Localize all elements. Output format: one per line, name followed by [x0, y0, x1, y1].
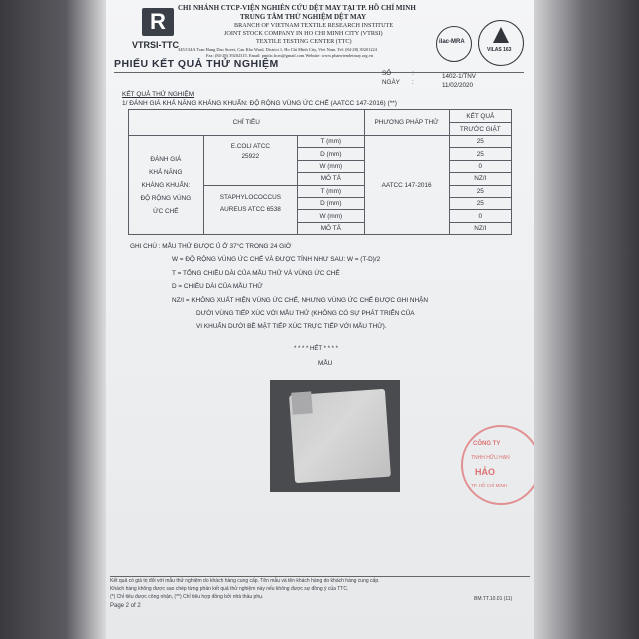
col-result-sub: TRƯỚC GIẶT — [449, 123, 511, 136]
section-label: KẾT QUẢ THỬ NGHIỆM — [122, 91, 195, 98]
bacteria-strain: AUREUS ATCC 6538 — [219, 205, 281, 213]
bacteria-name: E.COLI ATCC — [230, 143, 271, 150]
col-chitieu: CHỈ TIÊU — [129, 110, 365, 136]
group-label-line: ỨC CHẾ — [153, 207, 179, 215]
value-cell: 25 — [449, 185, 511, 197]
value-cell: 25 — [449, 197, 511, 209]
note-line: VI KHUẨN DƯỚI BỀ MẶT TIẾP XÚC TRỰC TIẾP VỚI MẪU THỬ). — [196, 323, 387, 330]
footer-divider — [110, 576, 530, 577]
colon: : — [412, 79, 414, 86]
page-number: Page 2 of 2 — [110, 603, 141, 609]
stamp-mid: TNHH HỮU HẠN — [471, 455, 510, 461]
logo-letter: R — [150, 9, 166, 34]
sample-label: MẪU — [318, 360, 333, 367]
note-line: NZ/I = KHÔNG XUẤT HIỆN VÙNG ỨC CHẾ, NHƯNG VÙNG ỨC CHẾ ĐƯỢC GHI NHẬN — [172, 297, 429, 304]
header-line4: JOINT STOCK COMPANY IN HO CHI MINH CITY (VTRSI) — [224, 30, 383, 37]
end-marker: * * * * HẾT * * * * — [294, 346, 338, 352]
test-title: 1/ ĐÁNH GIÁ KHẢ NĂNG KHÁNG KHUẨN: ĐỘ RỘNG VÙNG ỨC CHẾ (AATCC 147-2016) (**) — [122, 100, 397, 107]
header-line2: TRUNG TÂM THỬ NGHIỆM DỆT MAY — [240, 13, 367, 21]
param-cell: W (mm) — [298, 210, 365, 222]
group-label-cell — [129, 136, 204, 235]
header-line6: 345/134A Tran Hung Dao Street, Cau Kho Ward, District 1, Ho Chi Minh City, Viet Nam. Tel: (84-28) 39201224 — [178, 47, 377, 52]
note-line: GHI CHÚ : MẪU THỬ ĐƯỢC Ủ Ở 37°C TRONG 24 GIỜ — [130, 243, 292, 250]
footer-line: Khách hàng không được sao chép từng phần kết quả thử nghiệm này nếu không được sự đồng ý của TTC. — [110, 586, 349, 592]
company-stamp — [461, 425, 534, 505]
vilas-text: VILAS 163 — [487, 47, 512, 53]
vtrsi-logo — [142, 8, 174, 36]
ilac-mra-seal — [436, 26, 472, 62]
results-table — [128, 109, 512, 235]
value-cell: NZ/I — [449, 222, 511, 234]
colon: : — [412, 70, 414, 77]
param-cell: MÔ TẢ — [298, 222, 365, 234]
group-label-line: KHẢ NĂNG — [149, 168, 183, 176]
header-line1: CHI NHÁNH CTCP-VIỆN NGHIÊN CỨU DỆT MAY TẠI TP. HỒ CHÍ MINH — [178, 4, 416, 12]
group-label-line: KHÁNG KHUẨN: — [141, 181, 191, 189]
background-right — [527, 0, 639, 639]
report-date-value: 11/02/2020 — [442, 82, 474, 89]
note-line: W = ĐỘ RỘNG VÙNG ỨC CHẾ VÀ ĐƯỢC TÍNH NHƯ SAU: W = (T-D)/2 — [172, 256, 381, 263]
background-left — [0, 0, 110, 639]
group-label-line: ĐÁNH GIÁ — [150, 155, 182, 163]
param-cell: T (mm) — [298, 185, 365, 197]
header-line3: BRANCH OF VIETNAM TEXTILE RESEARCH INSTITUTE — [234, 22, 394, 29]
value-cell: 0 — [449, 160, 511, 172]
footer-line: (*) Chỉ tiêu được công nhận, (**) Chỉ tiêu hợp đồng bởi nhà thầu phụ. — [110, 594, 264, 600]
bacteria-staph-cell — [203, 185, 297, 235]
col-result: KẾT QUẢ — [449, 110, 511, 123]
value-cell: 0 — [449, 210, 511, 222]
stamp-name: HẢO — [475, 467, 495, 477]
stamp-top: CÔNG TY — [473, 441, 501, 447]
bacteria-name: STAPHYLOCOCCUS — [219, 193, 282, 201]
test-report-paper — [106, 0, 534, 639]
note-line: D = CHIỀU DÀI CỦA MẪU THỬ — [172, 283, 263, 290]
vilas-triangle — [493, 27, 509, 43]
note-line: DƯỚI VÙNG TIẾP XÚC VỚI MẪU THỬ (KHÔNG CÓ SỰ PHÁT TRIỂN CỦA — [196, 310, 415, 317]
header-line7: Fax: (84-28) 39202315. Email: pmtttc.hcm@gmail.com Website: www.phanviendetmay.org.vn — [206, 53, 374, 58]
group-label-line: ĐỘ RỘNG VÙNG — [140, 194, 192, 202]
report-title: PHIẾU KẾT QUẢ THỬ NGHIỆM — [114, 58, 279, 70]
table-row — [129, 136, 512, 148]
vilas-seal — [478, 20, 524, 66]
value-cell: 25 — [449, 136, 511, 148]
table-header-row — [129, 110, 512, 123]
method-cell: AATCC 147-2016 — [364, 136, 449, 235]
logo-text: VTRSI-TTC — [132, 40, 179, 50]
header-line5: TEXTILE TESTING CENTER (TTC) — [256, 38, 352, 45]
param-cell: W (mm) — [298, 160, 365, 172]
value-cell: NZ/I — [449, 173, 511, 185]
report-date-label: NGÀY — [382, 79, 400, 86]
param-cell: D (mm) — [298, 197, 365, 209]
sample-tag — [291, 391, 312, 414]
param-cell: T (mm) — [298, 136, 365, 148]
footer-line: Kết quả có giá trị đối với mẫu thử nghiệm do khách hàng cung cấp. Tên mẫu và tên khách hàng do khách hàng cung cấp. — [110, 578, 380, 584]
param-cell: D (mm) — [298, 148, 365, 160]
ilac-mra-text: ilac-MRA — [439, 39, 465, 45]
report-no-value: 1402-1/TNV — [442, 73, 476, 80]
form-code: BM.TT.10.01 (11) — [474, 596, 513, 602]
value-cell: 25 — [449, 148, 511, 160]
param-cell: MÔ TẢ — [298, 173, 365, 185]
report-no-label: SỐ — [382, 70, 392, 77]
stamp-bottom: TP. HỒ CHÍ MINH — [471, 483, 508, 488]
bacteria-ecoli-cell — [203, 136, 297, 186]
note-line: T = TỔNG CHIỀU DÀI CỦA MẪU THỬ VÀ VÙNG ỨC CHẾ — [172, 270, 340, 277]
bacteria-strain: 25922 — [241, 153, 260, 160]
col-method: PHƯƠNG PHÁP THỬ — [364, 110, 449, 136]
